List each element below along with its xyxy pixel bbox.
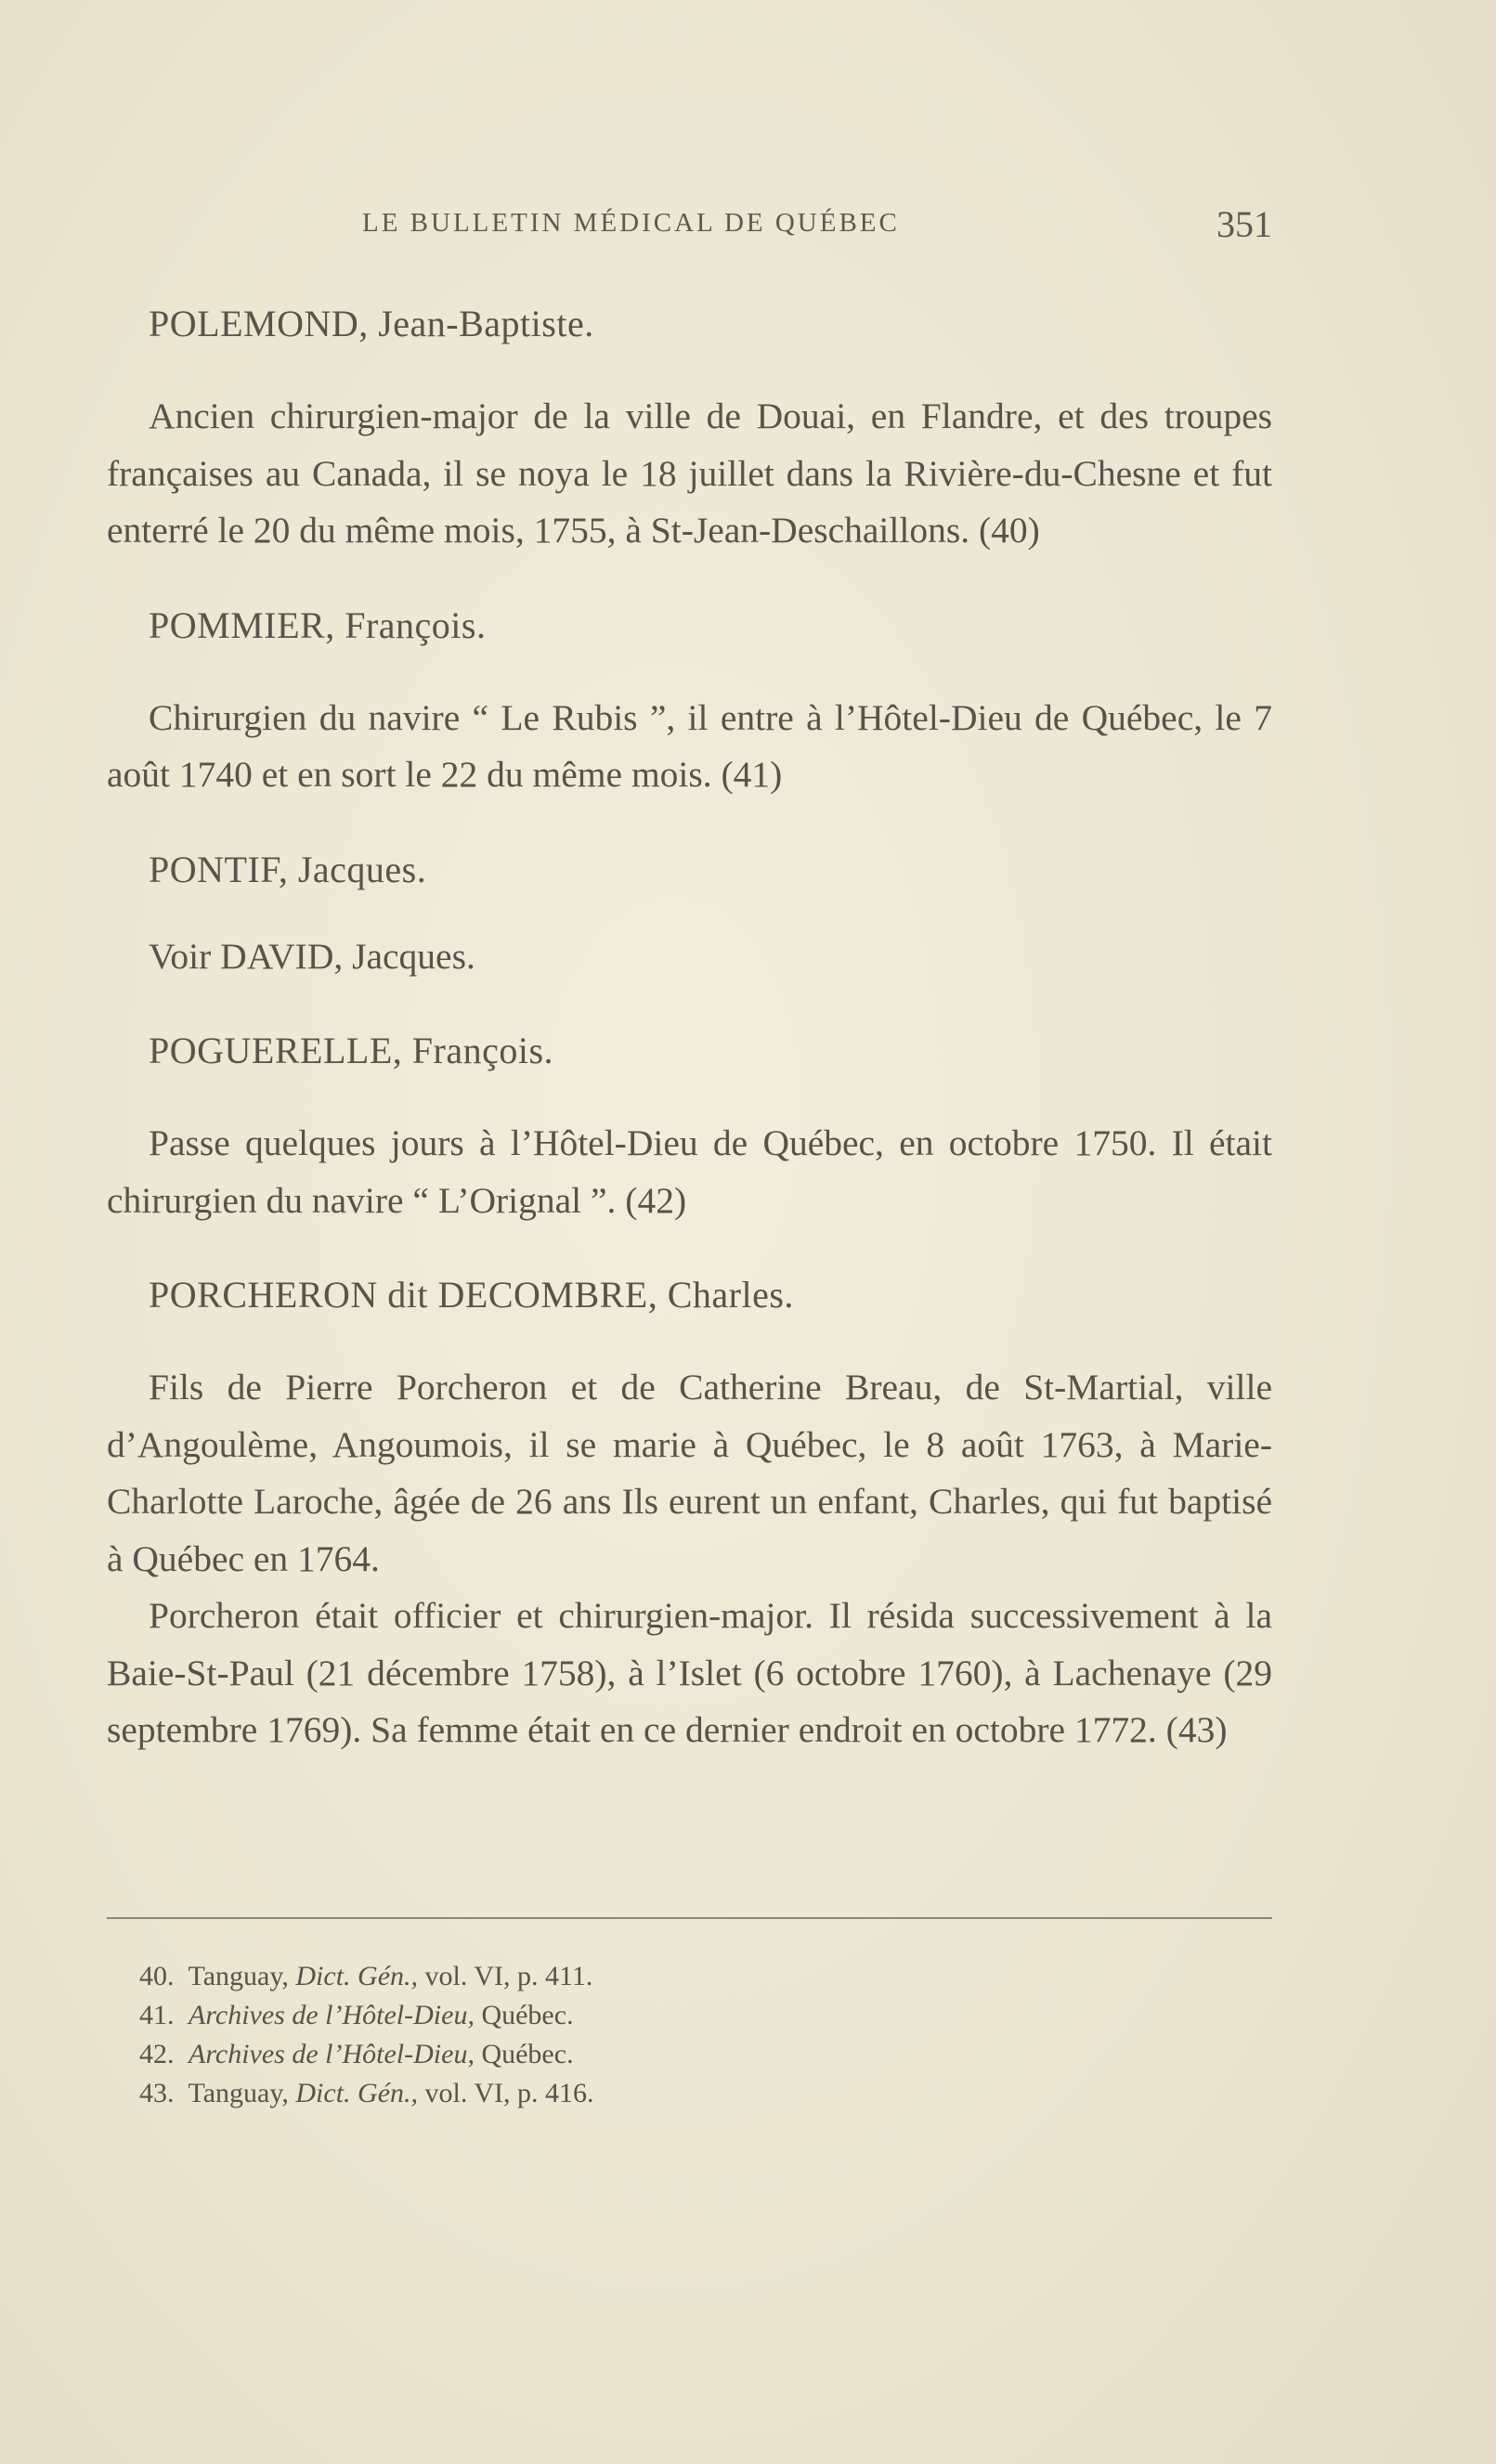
footnote-41: 41. Archives de l’Hôtel-Dieu, Québec. [139, 2000, 574, 2030]
footnote-43: 43. Tanguay, Dict. Gén., vol. VI, p. 416. [139, 2078, 594, 2108]
footnotes [139, 1957, 1068, 2113]
entry-heading: POMMIER, François. [149, 603, 487, 646]
entry-paragraph: Passe quelques jours à l’Hôtel-Dieu de Québec, en octobre 1750. Il était chirurgien du navire “ L’Orignal ”. (42) [107, 1122, 1272, 1221]
entry-paragraph: Porcheron était officier et chirurgien-major. Il résida successivement à la Baie-St-Paul (21 décembre 1758), à l’Islet (6 octobre 1760), à Lachenaye (29 septembre 1769). Sa femme était en ce dernier endroit en octobre 1772. (43) [107, 1595, 1272, 1750]
entry-heading: POGUERELLE, François. [149, 1030, 554, 1071]
entry-paragraph: Ancien chirurgien-major de la ville de Douai, en Flandre, et des troupes françaises au Canada, il se noya le 18 juillet dans la Rivière-du-Chesne et fut enterré le 20 du même mois, 1755, à St-Jean-Deschaillons. (40) [107, 396, 1272, 551]
entry-poguerelle [107, 1022, 1272, 1229]
page-header [107, 202, 1272, 249]
entry-porcheron [107, 1266, 1272, 1759]
entry-pontif [107, 841, 1272, 986]
entry-heading: PONTIF, Jacques. [149, 848, 427, 890]
entry-pommier [107, 597, 1272, 804]
running-title: LE BULLETIN MÉDICAL DE QUÉBEC [362, 208, 900, 238]
footnote-42: 42. Archives de l’Hôtel-Dieu, Québec. [139, 2039, 574, 2069]
entry-paragraph: Fils de Pierre Porcheron et de Catherine Breau, de St-Martial, ville d’Angoulème, Angoumois, il se marie à Québec, le 8 août 1763, à Marie-Charlotte Laroche, âgée de 26 ans Ils eurent un enfant, Charles, qui fut baptisé à Québec en 1764. [107, 1367, 1272, 1579]
entry-paragraph: Voir DAVID, Jacques. [149, 935, 475, 977]
main-text [107, 295, 1272, 1759]
page-number: 351 [1216, 203, 1272, 245]
entry-paragraph: Chirurgien du navire “ Le Rubis ”, il entre à l’Hôtel-Dieu de Québec, le 7 août 1740 et en sort le 22 du même mois. (41) [107, 696, 1272, 795]
entry-heading: POLEMOND, Jean-Baptiste. [149, 303, 594, 344]
entry-polemond [107, 295, 1272, 560]
footnote-rule [107, 1917, 1272, 1919]
entry-heading: PORCHERON dit DECOMBRE, Charles. [149, 1274, 794, 1316]
footnote-40: 40. Tanguay, Dict. Gén., vol. VI, p. 411. [139, 1961, 593, 1991]
